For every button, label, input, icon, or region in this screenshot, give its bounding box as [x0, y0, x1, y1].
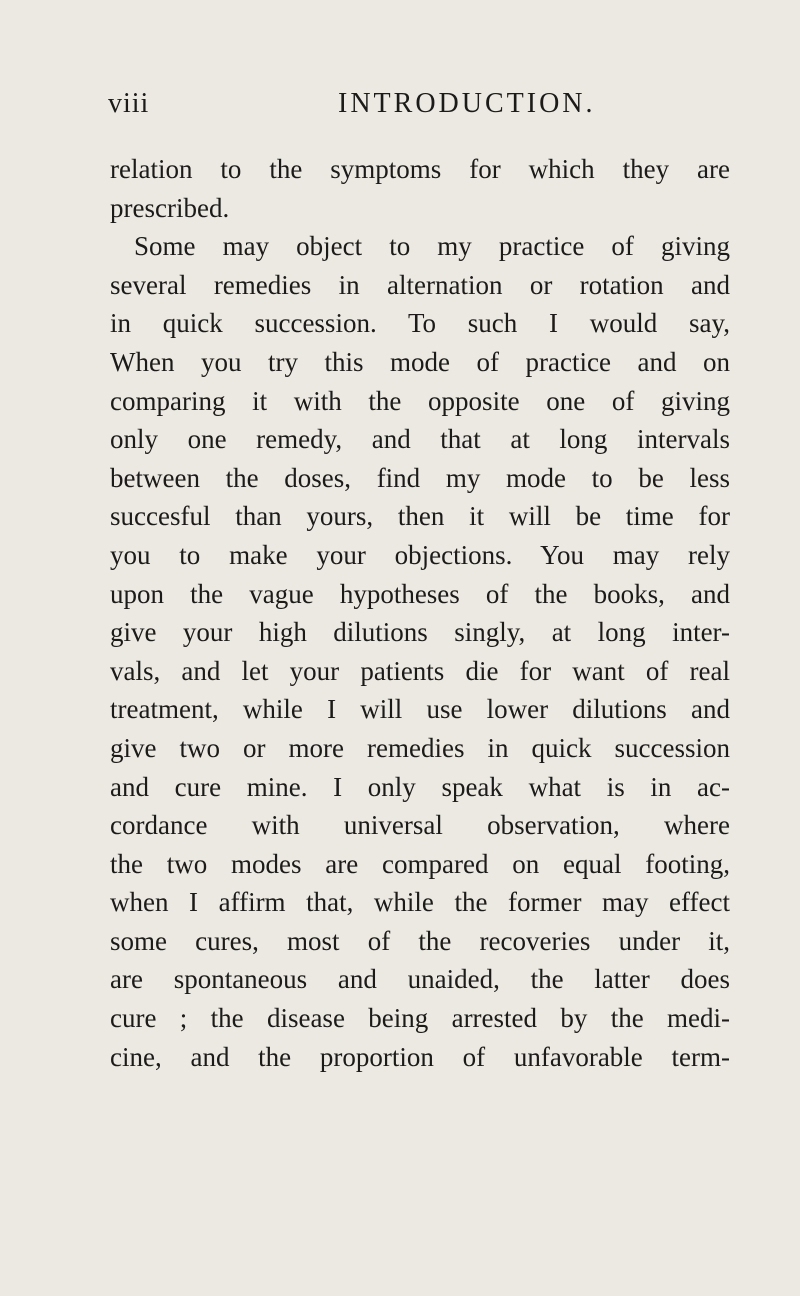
page-number: viii — [108, 88, 150, 119]
text-line: are spontaneous and unaided, the latter does — [110, 964, 730, 995]
text-line: and cure mine. I only speak what is in ac- — [110, 771, 730, 802]
text-line: between the doses, find my mode to be less — [110, 462, 730, 493]
running-title: INTRODUCTION. — [338, 88, 596, 119]
text-line: succesful than yours, then it will be time for — [110, 501, 730, 532]
body-text — [110, 150, 730, 1076]
text-line: comparing it with the opposite one of giving — [110, 385, 730, 416]
text-line: vals, and let your patients die for want of real — [110, 655, 730, 686]
text-line: When you try this mode of practice and on — [110, 346, 730, 377]
text-line: upon the vague hypotheses of the books, and — [110, 578, 730, 609]
text-line: cure ; the disease being arrested by the medi- — [110, 1003, 730, 1034]
text-line: the two modes are compared on equal footing, — [110, 848, 730, 879]
text-line: several remedies in alternation or rotation and — [110, 269, 730, 300]
text-line: only one remedy, and that at long intervals — [110, 424, 730, 455]
text-line: prescribed. — [110, 192, 230, 223]
text-line: cordance with universal observation, where — [110, 810, 730, 841]
text-line: treatment, while I will use lower dilutions and — [110, 694, 730, 725]
text-line: you to make your objections. You may rely — [110, 539, 730, 570]
text-line: Some may object to my practice of giving — [134, 231, 730, 262]
text-line: give two or more remedies in quick succession — [110, 732, 730, 763]
text-line: when I affirm that, while the former may effect — [110, 887, 730, 918]
text-line: some cures, most of the recoveries under it, — [110, 925, 730, 956]
text-line: relation to the symptoms for which they are — [110, 154, 730, 184]
text-line: cine, and the proportion of unfavorable term- — [110, 1041, 730, 1072]
text-line: in quick succession. To such I would say, — [110, 308, 730, 339]
text-line: give your high dilutions singly, at long inter- — [110, 617, 730, 648]
running-head — [108, 88, 708, 128]
